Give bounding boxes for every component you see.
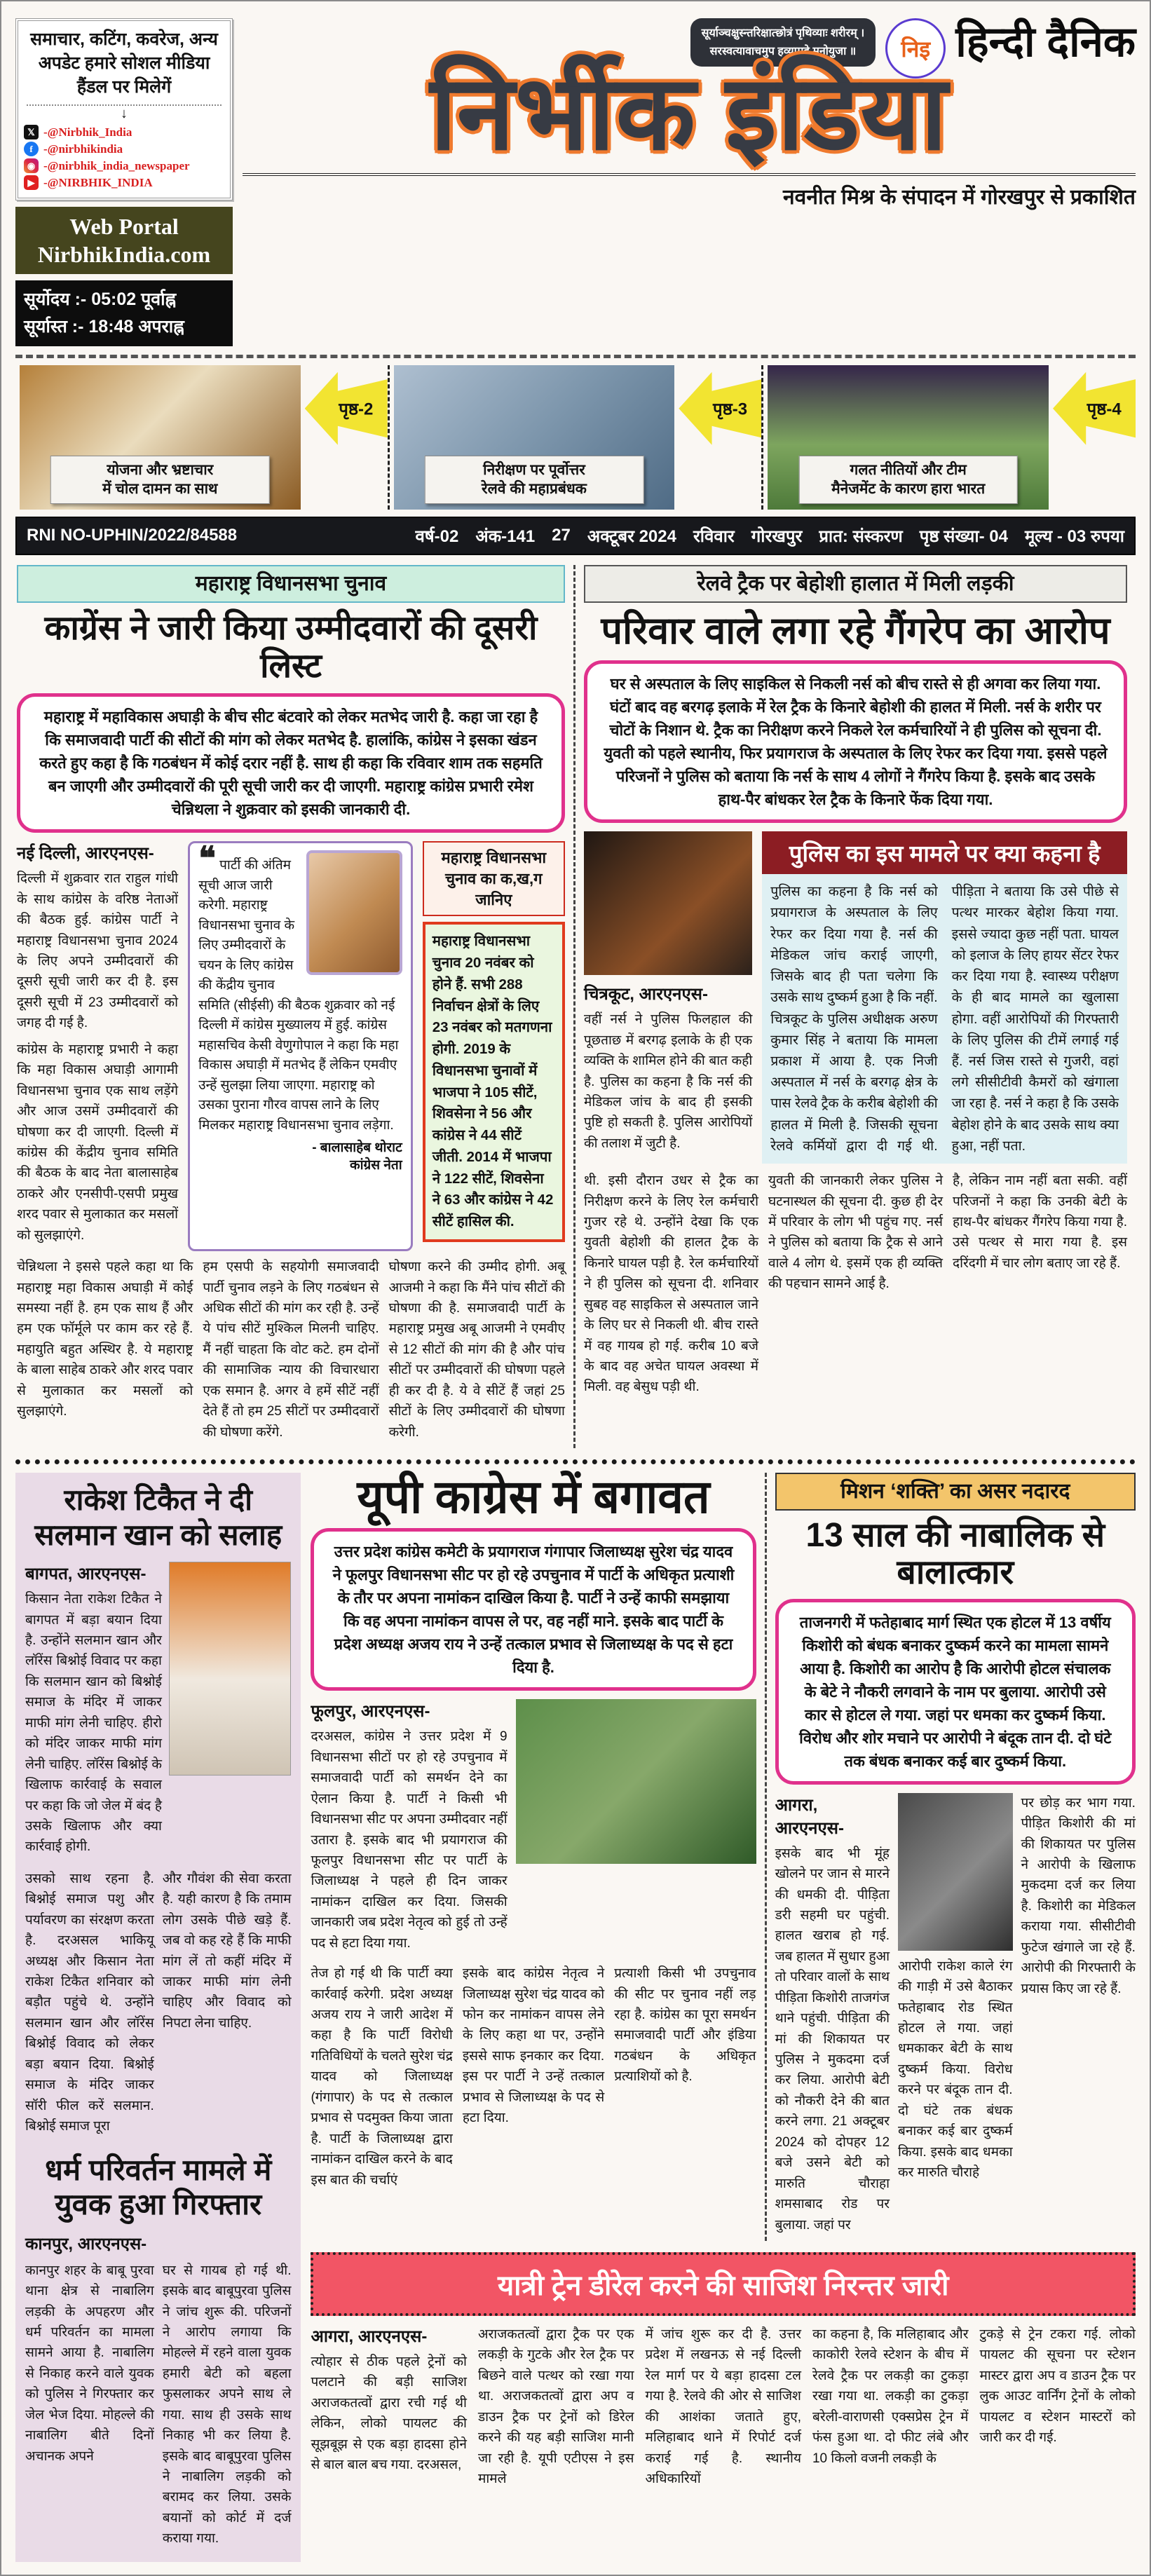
- train-col-1: आगरा, आरएनएस- त्योहार से ठीक पहले ट्रेनों को पलटाने की बड़ी साजिश अराजकतत्वों द्वारा रची गई थी लेकिन, लोको पायलट की सूझबूझ से एक बड़ा हादसा होने से बाल बाल बच गया. दरअसल,: [311, 2324, 467, 2495]
- social-handles: [24, 125, 224, 190]
- up-congress-bottom-columns: तेज हो गई थी कि पार्टी क्या कार्रवाई करेगी. प्रदेश अध्यक्ष अजय राय ने जारी आदेश में कहा है कि पार्टी विरोधी गतिविधियों के चलते सुरेश चंद्र यादव को जिलाध्यक्ष (गंगापार) के पद से तत्काल प्रभाव से पदमुक्त किया जाता है. पार्टी के जिलाध्यक्ष द्वारा नामांकन दाखिल करने के बाद इस बात की चर्चाएं इसके बाद कांग्रेस नेतृत्व ने जिलाध्यक्ष सुरेश चंद्र यादव को फोन कर नामांकन वापस लेने के लिए कहा था पर, उन्होंने इससे साफ इनकार कर दिया. इस पर पार्टी ने उन्हें तत्काल प्रभाव से जिलाध्यक्ष के पद से हटा दिया. प्रत्याशी किसी भी उपचुनाव की सीट पर चुनाव नहीं लड़ रहा है. कांग्रेस का पूरा समर्थन समाजवादी पार्टी और इंडिया गठबंधन के अधिकृत प्रत्याशियों को है.: [311, 1966, 756, 2188]
- quote-text: पार्टी की अंतिम सूची आज जारी करेगी. महाराष्ट्र विधानसभा चुनाव के लिए उम्मीदवारों के चयन के लिए कांग्रेस की केंद्रीय चुनाव समिति (सीईसी) की बैठक शुक्रवार को नई दिल्ली में कांग्रेस मुख्यालय में हुई. कांग्रेस महासचिव केसी वेणुगोपाल ने कहा कि महा विकास अघाड़ी में मतभेद हैं लेकिन एमवीए उन्हें सुलझा लिया जाएगा. महाराष्ट्र को उसका पुराना गौरव वापस लाने के लिए मिलकर महाराष्ट्र विधानसभा चुनाव लड़ेगा.: [198, 858, 399, 1133]
- tikait-row: [25, 1562, 291, 1863]
- tikait-col-1: बागपत, आरएनएस- किसान नेता राकेश टिकैत ने बागपत में बड़ा बयान दिया है. उन्होंने सलमान खान और लॉरेंस बिश्नोई विवाद पर कहा कि सलमान खान को बिश्नोई समाज के मंदिर में जाकर माफी मांग लेनी चाहिए. हीरो को मंदिर जाकर माफी मांग लेनी चाहिए. लॉरेंस बिश्नोई के खिलाफ कार्रवाई के सवाल पर कहा कि जो जेल में बंद है उसके खिलाफ और क्या कार्रवाई होगी.: [25, 1562, 162, 1863]
- date-day: 27: [552, 526, 571, 545]
- kicker-mission-shakti: मिशन ‘शक्ति’ का असर नदारद: [775, 1473, 1136, 1511]
- sunset-time: सूर्यास्त :- 18:48 अपराह्न: [24, 317, 184, 336]
- byline-agra: आगरा, आरएनएस-: [775, 1795, 844, 1838]
- page-count: पृष्ठ संख्या- 04: [919, 526, 1008, 546]
- police-section: [762, 831, 1127, 1164]
- minor-assault-col-1: आगरा, आरएनएस- इसके बाद भी मूंह खोलने पर जान से मारने की धमकी दी. पीड़िता डरी सहमी घर पहुंची. हालत खराब हो गई. जब हालत में सुधार हुआ तो परिवार वालों के साथ पीड़िता किशोरी ताजगंज थाने पहुंची. पीड़िता की मां की शिकायत पर पुलिस ने मुकदमा दर्ज कर लिया. आरोपी बेटी को नौकरी देने की बात करने लगा. 21 अक्टूबर 2024 को दोपहर 12 बजे उसने बेटी को मारुति चौराहा शमसाबाद रोड पर बुलाया. जहां पर: [775, 1793, 890, 2241]
- masthead: [15, 18, 1136, 346]
- social-note: समाचार, कटिंग, कवरेज, अन्य अपडेट हमारे सोशल मीडिया हैंडल पर मिलेगें: [30, 29, 218, 97]
- teaser-cell-2: [388, 365, 762, 510]
- down-arrow-icon: ↓: [27, 104, 222, 122]
- daily-label: हिन्दी दैनिक: [955, 18, 1136, 65]
- rni-number: RNI NO-UPHIN/2022/84588: [27, 526, 238, 545]
- edition: प्रात: संस्करण: [819, 526, 903, 546]
- facts-box-title: महाराष्ट्र विधानसभा चुनाव का क,ख,ग जानिए: [423, 841, 565, 916]
- page-teaser-strip: [15, 365, 1136, 510]
- story-up-congress: [311, 1473, 764, 2241]
- facebook-icon: f: [24, 142, 39, 156]
- teaser-caption-3: गलत नीतियों और टीम मैनेजमेंट के कारण हारा भारत: [798, 456, 1018, 504]
- page-4-label: पृष्ठ-4: [1087, 400, 1122, 419]
- minor-assault-row: आगरा, आरएनएस- इसके बाद भी मूंह खोलने पर जान से मारने की धमकी दी. पीड़िता डरी सहमी घर पहुंची. हालत खराब हो गई. जब हालत में सुधार हुआ तो परिवार वालों के साथ पीड़िता किशोरी ताजगंज थाने पहुंची. पीड़िता की मां की शिकायत पर पुलिस ने मुकदमा दर्ज कर लिया. आरोपी बेटी को नौकरी देने की बात करने लगा. 21 अक्टूबर 2024 को दोपहर 12 बजे उसने बेटी को मारुति चौराहा शमसाबाद रोड पर बुलाया. जहां पर आरोपी राकेश काले रंग की गाड़ी में उसे बैठाकर फतेहाबाद रोड स्थित होटल ले गया. जहां धमकाकर बेटी के साथ दुष्कर्म किया. विरोध करने पर बंदूक तान दी. दो घंटे तक बंधक बनाकर कई बार दुष्कर्म किया. इसके बाद धमका कर मारुति चौराहे पर छोड़ कर भाग गया. पीड़ित किशोरी की मां की शिकायत पर पुलिस ने आरोपी के खिलाफ मुकदमा दर्ज कर लिया है. किशोरी का मेडिकल कराया गया. सीसीटीवी फुटेज खंगाले जा रहे हैं. आरोपी की गिरफ्तारी के प्रयास किए जा रहे हैं.: [775, 1793, 1136, 2241]
- weekday: रविवार: [693, 526, 735, 546]
- sun-times-box: [15, 280, 233, 346]
- quote-attribution: - बालासाहेब थोराट कांग्रेस नेता: [312, 1140, 402, 1173]
- instagram-handle-label: -@nirbhik_india_newspaper: [43, 158, 190, 172]
- facebook-handle[interactable]: [24, 142, 224, 156]
- maharashtra-bottom-columns: चेन्निथला ने इससे पहले कहा था कि महाराष्ट्र महा विकास अघाड़ी में कोई समस्या नहीं है. हम एक साथ हैं और हम एक फॉर्मूले पर काम कर रहे हैं. महायुति बहुत अस्थिर है. ये महाराष्ट्र के बाला साहेब ठाकरे और शरद पवार से मुलाकात कर मसलों को सुलझाएंगे. हम एसपी के सहयोगी समाजवादी पार्टी चुनाव लड़ने के लिए गठबंधन से अधिक सीटों की मांग कर रही है. उन्हें ये पांच सीटें मुश्किल मिलनी चाहिए. मैं नहीं चाहता कि वोट कटे. हम दोनों की सामाजिक न्याय की विचारधारा एक समान है. अगर वे हमें सीटें नहीं देते हैं तो हम 25 सीटों पर उम्मीदवारों की घोषणा करेंगे. घोषणा करने की उम्मीद होगी. अबू आजमी ने कहा कि मैंने पांच सीटों की घोषणा की है. समाजवादी पार्टी के महाराष्ट्र प्रमुख अबू आजमी ने एमवीए से 12 सीटों की मांग की है और पांच सीटों पर उम्मीदवारों की घोषणा पहले ही कर दी है. ये वे सीटें हैं जहां 25 सीटों के लिए उम्मीदवारों की घोषणा करेगी.: [17, 1260, 565, 1440]
- kicker-maharashtra: महाराष्ट्र विधानसभा चुनाव: [17, 565, 565, 603]
- story-railway-girl: [576, 565, 1136, 1448]
- issue-number: अंक-141: [475, 526, 536, 546]
- left-pink-column: [15, 1473, 301, 2562]
- minor-assault-col-2: आरोपी राकेश काले रंग की गाड़ी में उसे बैठाकर फतेहाबाद रोड स्थित होटल ले गया. जहां धमकाकर बेटी के साथ दुष्कर्म किया. विरोध करने पर बंदूक तान दी. दो घंटे तक बंधक बनाकर कई बार दुष्कर्म किया. इसके बाद धमका कर मारुति चौराहे: [898, 1793, 1012, 2241]
- x-handle[interactable]: [24, 125, 224, 139]
- youtube-handle[interactable]: [24, 175, 224, 190]
- x-handle-label: -@Nirbhik_India: [43, 125, 132, 139]
- shloka-line2: सरस्वत्यावाचमुप हव्यामहे मनोयुजा ॥: [709, 45, 857, 57]
- facts-box-body: महाराष्ट्र विधानसभा चुनाव 20 नवंबर को होने हैं. सभी 288 निर्वाचन क्षेत्रों के लिए 23 नवंबर को मतगणना होगी. 2019 के विधानसभा चुनावों में भाजपा ने 105 सीटें, शिवसेना ने 56 और कांग्रेस ने 44 सीटें जीती. 2014 में भाजपा ने 122 सीटें, शिवसेना ने 63 और कांग्रेस ने 42 सीटें हासिल की.: [423, 922, 565, 1242]
- teaser-cell-3: [761, 365, 1136, 510]
- dateline-bar: [15, 517, 1136, 555]
- byline-baghpat: बागपत, आरएनएस-: [25, 1565, 147, 1584]
- up-congress-col-1: फूलपुर, आरएनएस- दरअसल, कांग्रेस ने उत्तर प्रदेश में 9 विधानसभा सीटों पर हो रहे उपचुनाव में समाजवादी पार्टी को समर्थन देने का ऐलान किया है. पार्टी ने किसी भी विधानसभा सीट पर अपना उम्मीदवार नहीं उतारा है. इसके बाद भी प्रयागराज की फूलपुर विधानसभा सीट पर पार्टी के जिलाध्यक्ष ने पहले ही दिन जाकर नामांकन दाखिल कर दिया. जिसकी जानकारी जब प्रदेश नेतृत्व को हुई तो उन्हें पद से हटा दिया गया.: [311, 1699, 507, 1959]
- crime-silhouette-photo: [584, 831, 752, 975]
- conversion-columns: कानपुर शहर के बाबू पुरवा थाना क्षेत्र से नाबालिग लड़की के अपहरण और धर्म परिवर्तन का मामला सामने आया है. नाबालिग से निकाह करने वाले युवक को पुलिस ने गिरफ्तार कर जेल भेज दिया. मोहल्ले की नाबालिग बीते दिनों अचानक अपने घर से गायब हो गई थी. इसके बाद बाबूपुरवा पुलिस ने जांच शुरू की. परिजनों ने आरोप लगाया कि मोहल्ले में रहने वाला युवक हमारी बेटी को बहला फुसलाकर अपने साथ ले गया. साथ ही उसके साथ निकाह भी कर लिया है. इसके बाद बाबूपुरवा पुलिस ने नाबालिग लड़की को बरामद कर लिया. उसके बयानों को कोर्ट में दर्ज कराया गया.: [25, 2263, 292, 2547]
- page-4-arrow[interactable]: [1053, 372, 1136, 445]
- byline-phulpur: फूलपुर, आरएनएस-: [311, 1702, 430, 1722]
- maharashtra-columns: [17, 841, 565, 1251]
- byline-kanpur: कानपुर, आरएनएस-: [25, 2234, 147, 2254]
- byline-agra-train: आगरा, आरएनएस-: [311, 2326, 428, 2346]
- headline-maharashtra: काग्रेंस ने जारी किया उम्मीदवारों की दूसरी लिस्ट: [44, 609, 538, 685]
- teaser-caption-2: निरीक्षण पर पूर्वोत्तर रेलवे की महाप्रबंधक: [425, 456, 644, 504]
- headline-minor-assault: 13 साल की नाबालिक से बालात्कार: [805, 1517, 1105, 1591]
- date-month-year: अक्टूबर 2024: [587, 526, 676, 546]
- teaser-cell-1: [15, 365, 388, 510]
- headline-railway-girl: परिवार वाले लगा रहे गैंगरेप का आरोप: [601, 609, 1110, 652]
- lead-minor-assault: ताजनगरी में फतेहाबाद मार्ग स्थित एक होटल में 13 वर्षीय किशोरी को बंधक बनाकर दुष्कर्म करने का मामला सामने आया है. किशोरी का आरोप है कि आरोपी होटल संचालक के बेटे ने नौकरी लगवाने के नाम पर बुलाया. आरोपी उसे कार से होटल ले गया. जहां पर धमका कर दुष्कर्म किया. विरोध और शोर मचाने पर आरोपी ने बंदूक तान दी. दो घंटे तक बंधक बनाकर कई बार दुष्कर्म किया.: [775, 1599, 1136, 1785]
- shloka-line1: सूर्याञ्चक्षुस्न्तरिक्षात्छोत्रं पृथिव्याः शरीरम् ।: [701, 27, 865, 39]
- page-3-label: पृष्ठ-3: [712, 400, 748, 419]
- story-minor-assault: [765, 1473, 1136, 2241]
- train-story-columns: आगरा, आरएनएस- त्योहार से ठीक पहले ट्रेनों को पलटाने की बड़ी साजिश अराजकतत्वों द्वारा रची गई थी लेकिन, लोको पायलट की सूझबूझ से एक बड़ा हादसा होने से बाल बाल बच गया. दरअसल, अराजकतत्वों द्वारा ट्रैक पर एक लकड़ी के गुटके और रेल ट्रैक पर बिछने वाले पत्थर को रखा गया था. अराजकतत्वों द्वारा अप व डाउन ट्रैक पर ट्रेनों को डिरेल करने की यह बड़ी साजिश मानी जा रही है. यूपी एटीएस ने इस मामले में जांच शुरू कर दी है. उत्तर प्रदेश में लखनऊ से नई दिल्ली रेल मार्ग पर ये बड़ा हादसा टल गया है. रेलवे की ओर से साजिश की आशंका जताते हुए, मलिहाबाद थाने में रिपोर्ट दर्ज कराई गई है. स्थानीय अधिकारियों का कहना है, कि मलिहाबाद और काकोरी रेलवे स्टेशन के बीच में रेलवे ट्रैक पर लकड़ी का टुकड़ा रखा गया था. लकड़ी का टुकड़ा बरेली-वाराणसी एक्सप्रेस ट्रेन में फंस हुआ था. दो फीट लंबे और 10 किलो वजनी लकड़ी के टुकड़े से ट्रेन टकरा गई. लोको पायलट की सूचना पर स्टेशन मास्टर द्वारा अप व डाउन ट्रैक पर लुक आउट वार्निंग ट्रेनों के लोको पायलट व स्टेशन मास्टरों को जारी कर दी गई.: [311, 2324, 1136, 2495]
- instagram-handle[interactable]: [24, 158, 224, 173]
- lead-railway-girl: घर से अस्पताल के लिए साइकिल से निकली नर्स को बीच रास्ते से ही अगवा कर लिया गया. घंटों बाद वह बरगढ़ इलाके में रेल ट्रैक के किनारे बेहोशी की हालत में मिली. नर्स के शरीर पर चोटों के निशान थे. ट्रैक का निरीक्षण करने निकले रेल कर्मचारियों ने ही पुलिस को सूचना दी. युवती को पहले स्थानीय, फिर प्रयागराज के अस्पताल के लिए रेफर कर दिया गया. इससे पहले परिजनों ने पुलिस को बताया कि नर्स के साथ 4 लोगों ने गैंगरेप किया है. इसके बाद उसके हाथ-पैर बांधकर रेल ट्रैक के किनारे फेंक दिया गया.: [584, 660, 1127, 823]
- maharashtra-col-1: नई दिल्ली, आरएनएस- दिल्ली में शुक्रवार रात राहुल गांधी के साथ कांग्रेस के वरिष्ठ नेताओं की बैठक हुई. कांग्रेस पार्टी ने महाराष्ट्र विधानसभा चुनाव 2024 के लिए अपने उम्मीदवारों की दूसरी सूची जारी कर दी है. इस दूसरी सूची में 23 उम्मीदवारों को जगह दी गई है. कांग्रेस के महाराष्ट्र प्रभारी ने कहा कि महा विकास अघाड़ी आगामी विधानसभा चुनाव एक साथ लड़ेंगे और आज उसमें उम्मीदवारों की घोषणा कर दी जाएगी. दिल्ली में कांग्रेस की केंद्रीय चुनाव समिति की बैठक के बाद नेता बालासाहेब ठाकरे और एनसीपी-एसपी प्रमुख शरद पवार से मुलाकात कर मसलों को सुलझाएंगे.: [17, 841, 178, 1251]
- middle-row: [311, 1473, 1136, 2241]
- youtube-handle-label: -@NIRBHIK_INDIA: [43, 175, 153, 189]
- masthead-right: [243, 18, 1136, 346]
- distressed-girl-photo: [898, 1793, 1012, 1951]
- sunrise-time: सूर्योदय :- 05:02 पूर्वाह्न: [24, 289, 177, 310]
- publisher-line: नवनीत मिश्र के संपादन में गोरखपुर से प्रकाशित: [243, 173, 1136, 210]
- congress-leader-photo: [306, 850, 402, 975]
- bribe-cartoon-photo: [20, 365, 301, 510]
- masthead-left-column: [15, 18, 233, 346]
- police-box-title: पुलिस का इस मामले पर क्या कहना है: [762, 831, 1127, 874]
- instagram-icon: ◉: [24, 158, 39, 173]
- up-congress-row: [311, 1699, 756, 1959]
- facebook-handle-label: -@nirbhikindia: [43, 142, 123, 156]
- web-portal-url: NirbhikIndia.com: [37, 242, 211, 268]
- railway-inspection-photo: [394, 365, 675, 510]
- headline-tikait: राकेश टिकैत ने दी सलमान खान को सलाह: [34, 1483, 282, 1551]
- garlanded-leaders-photo: [516, 1699, 756, 1864]
- x-icon: 𝕏: [24, 125, 39, 139]
- page-3-arrow[interactable]: [679, 372, 761, 445]
- web-portal-box[interactable]: [15, 207, 233, 274]
- story-maharashtra: [15, 565, 576, 1448]
- tikait-two-columns: उसको साथ रहना है. बिश्नोई समाज पशु और पर्यावरण का संरक्षण करता है. दरअसल भाकियू अध्यक्ष और किसान नेता राकेश टिकैत शनिवार को बड़ौत पहुंचे थे. उन्होंने सलमान खान और लॉरेंस बिश्नोई विवाद को लेकर बड़ा बयान दिया. बिश्नोई समाज के मंदिर जाकर सॉरी फील करें सलमान. बिश्नोई समाज पूरा और गौवंश की सेवा करता है. यही कारण है कि तमाम लोग उसके पीछे खड़े हैं. जब वो कह रहे हैं कि माफी मांग लें तो कहीं मंदिर में जाकर माफी मांग लेनी चाहिए और विवाद को निपटा लेना चाहिए.: [25, 1871, 292, 2134]
- kicker-railway-girl: रेलवे ट्रैक पर बेहोशी हालात में मिली लड़की: [584, 565, 1127, 603]
- headline-conversion: धर्म परिवर्तन मामले में युवक हुआ गिरफ्तार: [45, 2153, 272, 2221]
- web-portal-label: Web Portal: [69, 214, 179, 240]
- teaser-caption-1: योजना और भ्रष्टाचार में चोल दामन का साथ: [50, 456, 270, 504]
- lower-region: [15, 1459, 1136, 2562]
- election-facts-box: [423, 841, 565, 1251]
- top-stories: [15, 565, 1136, 1448]
- train-sabotage-banner: यात्री ट्रेन डीरेल करने की साजिश निरन्तर जारी: [311, 2252, 1136, 2316]
- page-2-label: पृष्ठ-2: [339, 400, 374, 419]
- cricket-team-photo: [768, 365, 1049, 510]
- byline-chitrakoot: चित्रकूट, आरएनएस-: [584, 985, 708, 1004]
- city: गोरखपुर: [751, 526, 803, 546]
- price: मूल्य - 03 रुपया: [1024, 526, 1124, 546]
- masthead-separator: [15, 355, 1136, 358]
- newspaper-title: निर्भीक इंडिया: [430, 55, 948, 171]
- quote-box-thorat: [188, 841, 413, 1251]
- rakesh-tikait-photo: [169, 1562, 292, 1776]
- byline-new-delhi: नई दिल्ली, आरएनएस-: [17, 844, 154, 864]
- lead-maharashtra: महाराष्ट्र में महाविकास अघाड़ी के बीच सीट बंटवारे को लेकर मतभेद जारी है. कहा जा रहा है कि समाजवादी पार्टी की सीटों की मांग को लेकर मतभेद है. हालांकि, कांग्रेस ने इसका खंडन करते हुए कहा है कि गठबंधन में कोई दरार नहीं है. साथ ही कहा कि रविवार शाम तक सहमति बन जाएगी और उम्मीदवारों की पूरी सूची जारी कर दी जाएगी. महाराष्ट्र कांग्रेस प्रभारी रमेश चेन्निथला ने शुक्रवार को इसकी जानकारी दी.: [17, 693, 565, 833]
- headline-up-congress: यूपी काग्रेस में बगावत: [357, 1471, 710, 1523]
- railway-girl-continuation: थी. इसी दौरान उधर से ट्रैक का निरीक्षण करने के लिए रेल कर्मचारी गुजर रहे थे. उन्होंने देखा कि एक युवती बेहोशी की हालत ट्रैक के किनारे घायल पड़ी है. रेल कर्मचारियों ने ही पुलिस को सूचना दी. शनिवार सुबह वह साइकिल से अस्पताल जाने के लिए घर से निकली थी. बीच रास्ते में वह गायब हो गई. करीब 10 बजे के बाद वह अचेत घायल अवस्था में मिली. वह बेसुध पड़ी थी. युवती की जानकारी लेकर पुलिस ने घटनास्थल की सूचना दी. कुछ ही देर में परिवार के लोग भी पहुंच गए. नर्स ने पुलिस को बताया कि ट्रैक से आने वाले 4 लोग थे. इसमें एक ही व्यक्ति की पहचान सामने आई है. है, लेकिन नाम नहीं बता सकी. वहीं परिजनों ने कहा कि उनकी बेटी के हाथ-पैर बांधकर गैंगरेप किया गया है. उसे पत्थर से मारा गया है. इस दरिंदगी में चार लोग बताए जा रहे हैं.: [584, 1173, 1127, 1395]
- lower-right-area: [301, 1473, 1136, 2562]
- railway-girl-col-1: चित्रकूट, आरएनएस- वहीं नर्स ने पुलिस फिलहाल की पूछताछ में बरगढ़ इलाके के ही एक व्यक्ति के शामिल होने की बात कही है. पुलिस का कहना है कि नर्स की मेडिकल जांच के बाद ही इसकी पुष्टि हो सकती है. पुलिस आरोपियों की तलाश में जुटी है.: [584, 831, 752, 1164]
- page-2-arrow[interactable]: [305, 372, 388, 445]
- lead-up-congress: उत्तर प्रदेश कांग्रेस कमेटी के प्रयागराज गंगापार जिलाध्यक्ष सुरेश चंद्र यादव ने फूलपुर विधानसभा सीट पर हो रहे उपचुनाव में पार्टी के अधिकृत प्रत्याशी के तौर पर अपना नामांकन दाखिल किया है. पार्टी ने उन्हें काफी समझाया कि वह अपना नामांकन वापस ले पर, वह नहीं माने. इसके बाद पार्टी के प्रदेश अध्यक्ष अजय राय ने उन्हें तत्काल प्रभाव से जिलाध्यक्ष के पद से हटा दिया है.: [311, 1528, 756, 1691]
- brand-logo-circle: निइ: [885, 18, 946, 79]
- volume: वर्ष-02: [415, 526, 459, 546]
- social-media-box: [15, 18, 233, 200]
- quote-mark-icon: ❝: [198, 840, 216, 877]
- youtube-icon: ▶: [24, 175, 39, 190]
- police-box-body: पुलिस का कहना है कि नर्स को प्रयागराज के अस्पताल के लिए रेफर कर दिया गया है. नर्स की मेडिकल जांच कराई जाएगी, जिसके बाद ही पता चलेगा कि उसके साथ दुष्कर्म हुआ है कि नहीं. चित्रकूट के पुलिस अधीक्षक अरुण कुमार सिंह ने बताया कि मामला प्रकाश में आया है. एक निजी अस्पताल में नर्स के बरगढ़ क्षेत्र के पास रेलवे ट्रैक के करीब बेहोशी की हालत में मिली है. जिसकी सूचना रेलवे कर्मियों द्वारा दी गई थी. पीड़िता ने बताया कि उसे पीछे से पत्थर मारकर बेहोश किया गया. इससे ज्यादा कुछ नहीं पता. घायल को इलाज के लिए हायर सेंटर रेफर कर दिया गया है. स्वास्थ्य परीक्षण के ही बाद मामले का खुलासा होगा. वहीं आरोपियों की गिरफ्तारी के लिए पुलिस की टीमें लगाई गई हैं. नर्स जिस रास्ते से गुजरी, वहां लगे सीसीटीवी कैमरों को खंगाला जा रहा है. नर्स ने कहा है कि उसके बेहोश होने के बाद उसके साथ क्या हुआ, नहीं पता.: [762, 874, 1127, 1164]
- railway-girl-columns: [584, 831, 1127, 1164]
